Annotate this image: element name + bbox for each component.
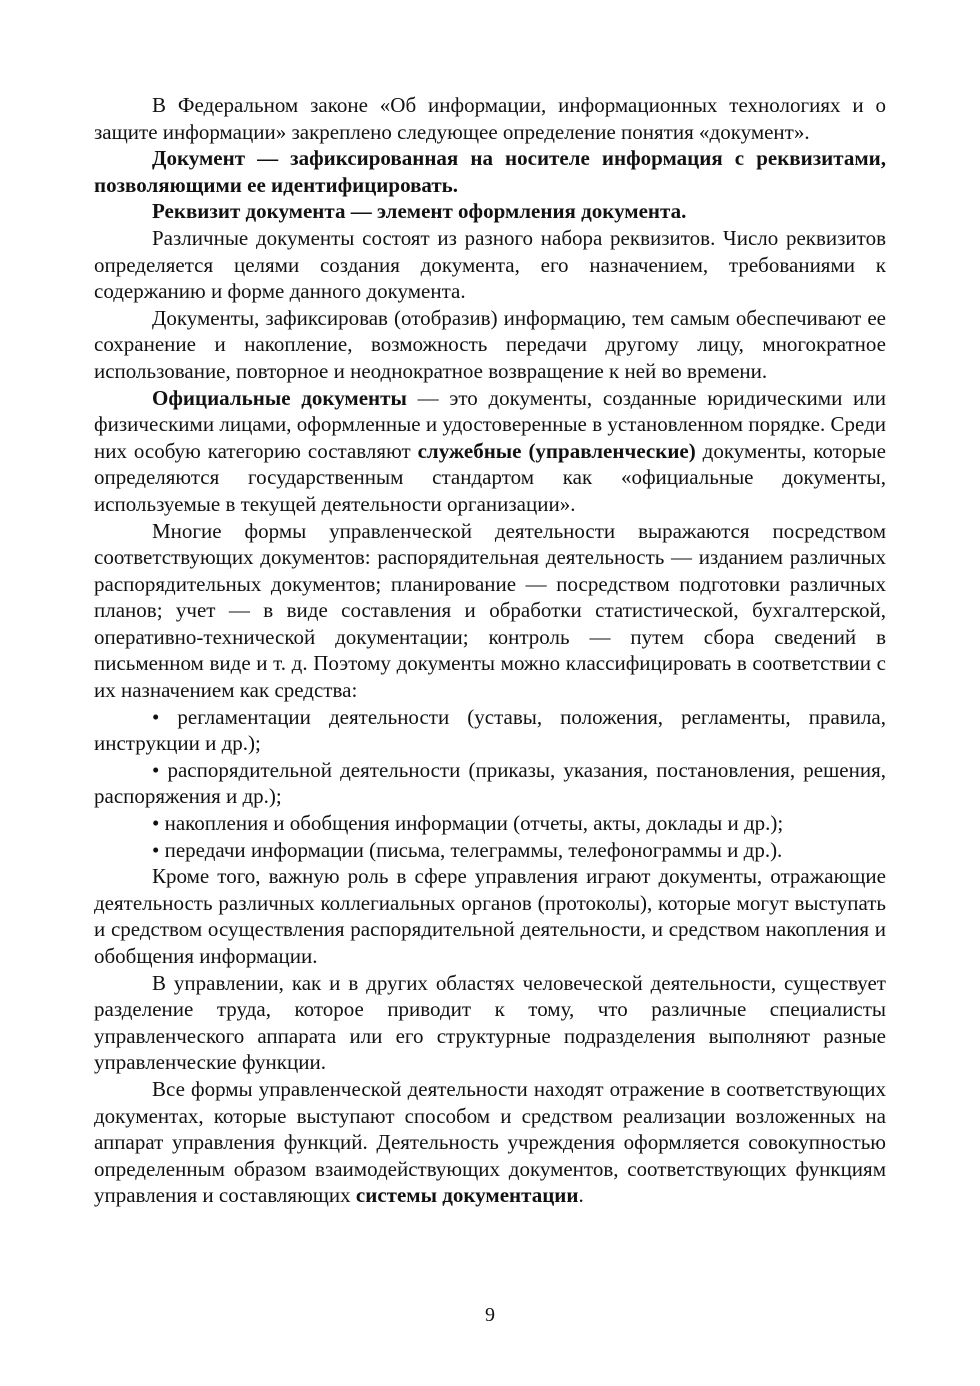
document-definition: Документ — зафиксированная на носителе информация с реквизитами, позволяющими ее идентифицировать.: [94, 146, 886, 197]
documentation-systems-term: системы документации: [355, 1183, 579, 1208]
requisites-paragraph: Различные документы состоят из разного набора реквизитов. Число реквизитов определяется целями создания документа, его назначением, требованиями к содержанию и форме данного документа.: [94, 225, 886, 304]
law-intro-paragraph: В Федеральном законе «Об информации, информационных технологиях и о защите информации» закреплено следующее определение понятия «документ».: [94, 93, 886, 144]
document-page: [94, 92, 886, 1209]
documents-function-paragraph: Документы, зафиксировав (отобразив) информацию, тем самым обеспечивают ее сохранение и накопление, возможность передачи другому лицу, многократное использование, повторное и неоднократное возвращение к ней во времени.: [94, 305, 886, 383]
official-documents-paragraph: [94, 385, 886, 518]
documentation-systems-end: .: [578, 1183, 584, 1208]
documentation-systems-paragraph: [94, 1076, 886, 1209]
documentation-systems-text: Все формы управленческой деятельности находят отражение в соответствующих документах, которые выступают способом и средством реализации возложенных на аппарат управления функций. Деятельность учреждения оформляется совокупностью определенным образом взаимодействующих документов, соответствующих функциям управления и составляющих: [94, 1076, 886, 1208]
bullet-item: • распорядительной деятельности (приказы, указания, постановления, решения, распоряжения и др.);: [94, 757, 886, 809]
requisite-definition: Реквизит документа — элемент оформления документа.: [152, 199, 687, 224]
official-documents-text-2: документы, которые определяются государственным стандартом как «официальные документы, используемые в текущей деятельности организации».: [94, 438, 886, 516]
page-number: 9: [485, 1304, 495, 1326]
collegial-bodies-paragraph: Кроме того, важную роль в сфере управления играют документы, отражающие деятельность различных коллегиальных органов (протоколы), которые могут выступать и средством осуществления распорядительной деятельности, и средством накопления и обобщения информации.: [94, 864, 886, 968]
official-documents-term: Официальные документы: [152, 385, 407, 410]
management-forms-paragraph: Многие формы управленческой деятельности выражаются посредством соответствующих документов: распорядительная деятельность — изданием различных распорядительных документов; планирование — посредством подготовки различных планов; учет — в виде составления и обработки статистической, бухгалтерской, оперативно-технической документации; контроль — путем сбора сведений в письменном виде и т. д. Поэтому документы можно классифицировать в соответствии с их назначением как средства:: [94, 518, 886, 703]
bullet-item: • передачи информации (письма, телеграммы, телефонограммы и др.).: [152, 837, 783, 862]
bullet-item: • накопления и обобщения информации (отчеты, акты, доклады и др.);: [152, 811, 784, 836]
bullet-item: • регламентации деятельности (уставы, положения, регламенты, правила, инструкции и др.);: [94, 704, 886, 756]
official-documents-text-1: — это документы, созданные юридическими или физическими лицами, оформленные и удостоверенные в установленном порядке. Среди них особую категорию составляют: [94, 385, 887, 463]
service-documents-term: служебные (управленческие): [417, 438, 696, 463]
division-of-labor-paragraph: В управлении, как и в других областях человеческой деятельности, существует разделение труда, которое приводит к тому, что различные специалисты управленческого аппарата или его структурные подразделения выполняют разные управленческие функции.: [94, 970, 886, 1075]
